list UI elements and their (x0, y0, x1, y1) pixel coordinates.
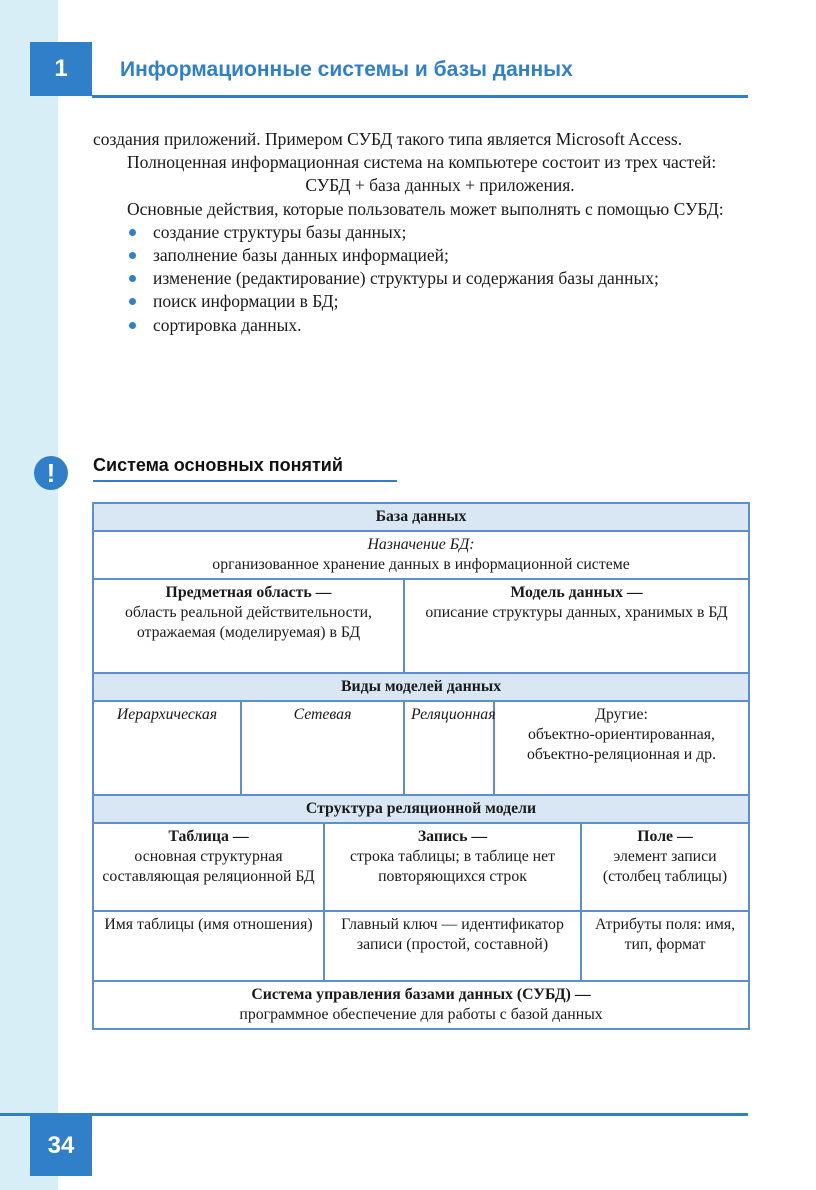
dbms-cell (93, 981, 749, 1029)
domain-cell (93, 579, 404, 673)
header-rule (92, 95, 748, 98)
formula: СУБД + база данных + приложения. (305, 175, 575, 196)
types-header: Виды моделей данных (93, 673, 749, 701)
domain-def: область реальной действительности, отражаемая (моделируемая) в БД (125, 604, 372, 641)
record-def: строка таблицы; в таблице нет повторяющихся строк (349, 848, 556, 885)
record-term: Запись — (417, 828, 488, 845)
paragraph-2: Полноценная информационная система на компьютере состоит из трех частей: (127, 152, 717, 173)
paragraph-1: создания приложений. Примером СУБД такого типа является Microsoft Access. (93, 129, 683, 149)
purpose-label: Назначение БД: (367, 536, 475, 553)
list-item: создание структуры базы данных; (93, 221, 747, 244)
purpose-cell (93, 531, 749, 579)
side-strip (0, 0, 58, 1190)
list-item: заполнение базы данных информацией; (93, 244, 747, 267)
table-term: Таблица — (168, 828, 249, 845)
structure-header: Структура реляционной модели (93, 795, 749, 823)
primary-key-cell: Главный ключ — идентификатор записи (простой, составной) (324, 911, 581, 981)
type-other-cell (494, 701, 749, 795)
table-title: База данных (93, 503, 749, 531)
model-def: описание структуры данных, хранимых в БД (425, 604, 728, 621)
record-cell (324, 823, 581, 911)
list-item: сортировка данных. (93, 314, 747, 337)
table-def: основная структурная составляющая реляционной БД (102, 848, 315, 885)
chapter-number: 1 (30, 42, 92, 96)
section-title: Система основных понятий (93, 455, 343, 475)
page-number: 34 (30, 1116, 92, 1176)
purpose-text: организованное хранение данных в информационной системе (212, 556, 630, 573)
type-hierarchical: Иерархическая (93, 701, 241, 795)
footer-rule (0, 1113, 748, 1116)
field-term: Поле — (637, 828, 693, 845)
field-cell (581, 823, 749, 911)
field-def: элемент записи (столбец таблицы) (602, 848, 728, 885)
concepts-table (92, 502, 750, 1030)
table-term-cell (93, 823, 324, 911)
field-attrs-cell: Атрибуты поля: имя, тип, формат (581, 911, 749, 981)
paragraph-3: Основные действия, которые пользователь может выполнять с помощью СУБД: (127, 198, 724, 219)
actions-list (93, 221, 747, 337)
type-other-label: Другие: (595, 706, 648, 723)
type-other-text: объектно-ориентированная, объектно-реляционная и др. (527, 726, 717, 763)
table-name-cell: Имя таблицы (имя отношения) (93, 911, 324, 981)
list-item: изменение (редактирование) структуры и содержания базы данных; (93, 267, 747, 290)
exclamation-icon: ! (34, 456, 68, 490)
model-cell (404, 579, 749, 673)
model-term: Модель данных — (510, 584, 643, 601)
domain-term: Предметная область — (165, 584, 332, 601)
list-item: поиск информации в БД; (93, 290, 747, 313)
type-network: Сетевая (241, 701, 404, 795)
section-rule (93, 480, 397, 482)
dbms-def: программное обеспечение для работы с базой данных (239, 1006, 603, 1023)
chapter-title: Информационные системы и базы данных (120, 58, 573, 81)
type-relational: Реляционная (404, 701, 494, 795)
dbms-term: Система управления базами данных (СУБД) — (251, 986, 591, 1003)
body-text (93, 128, 747, 337)
